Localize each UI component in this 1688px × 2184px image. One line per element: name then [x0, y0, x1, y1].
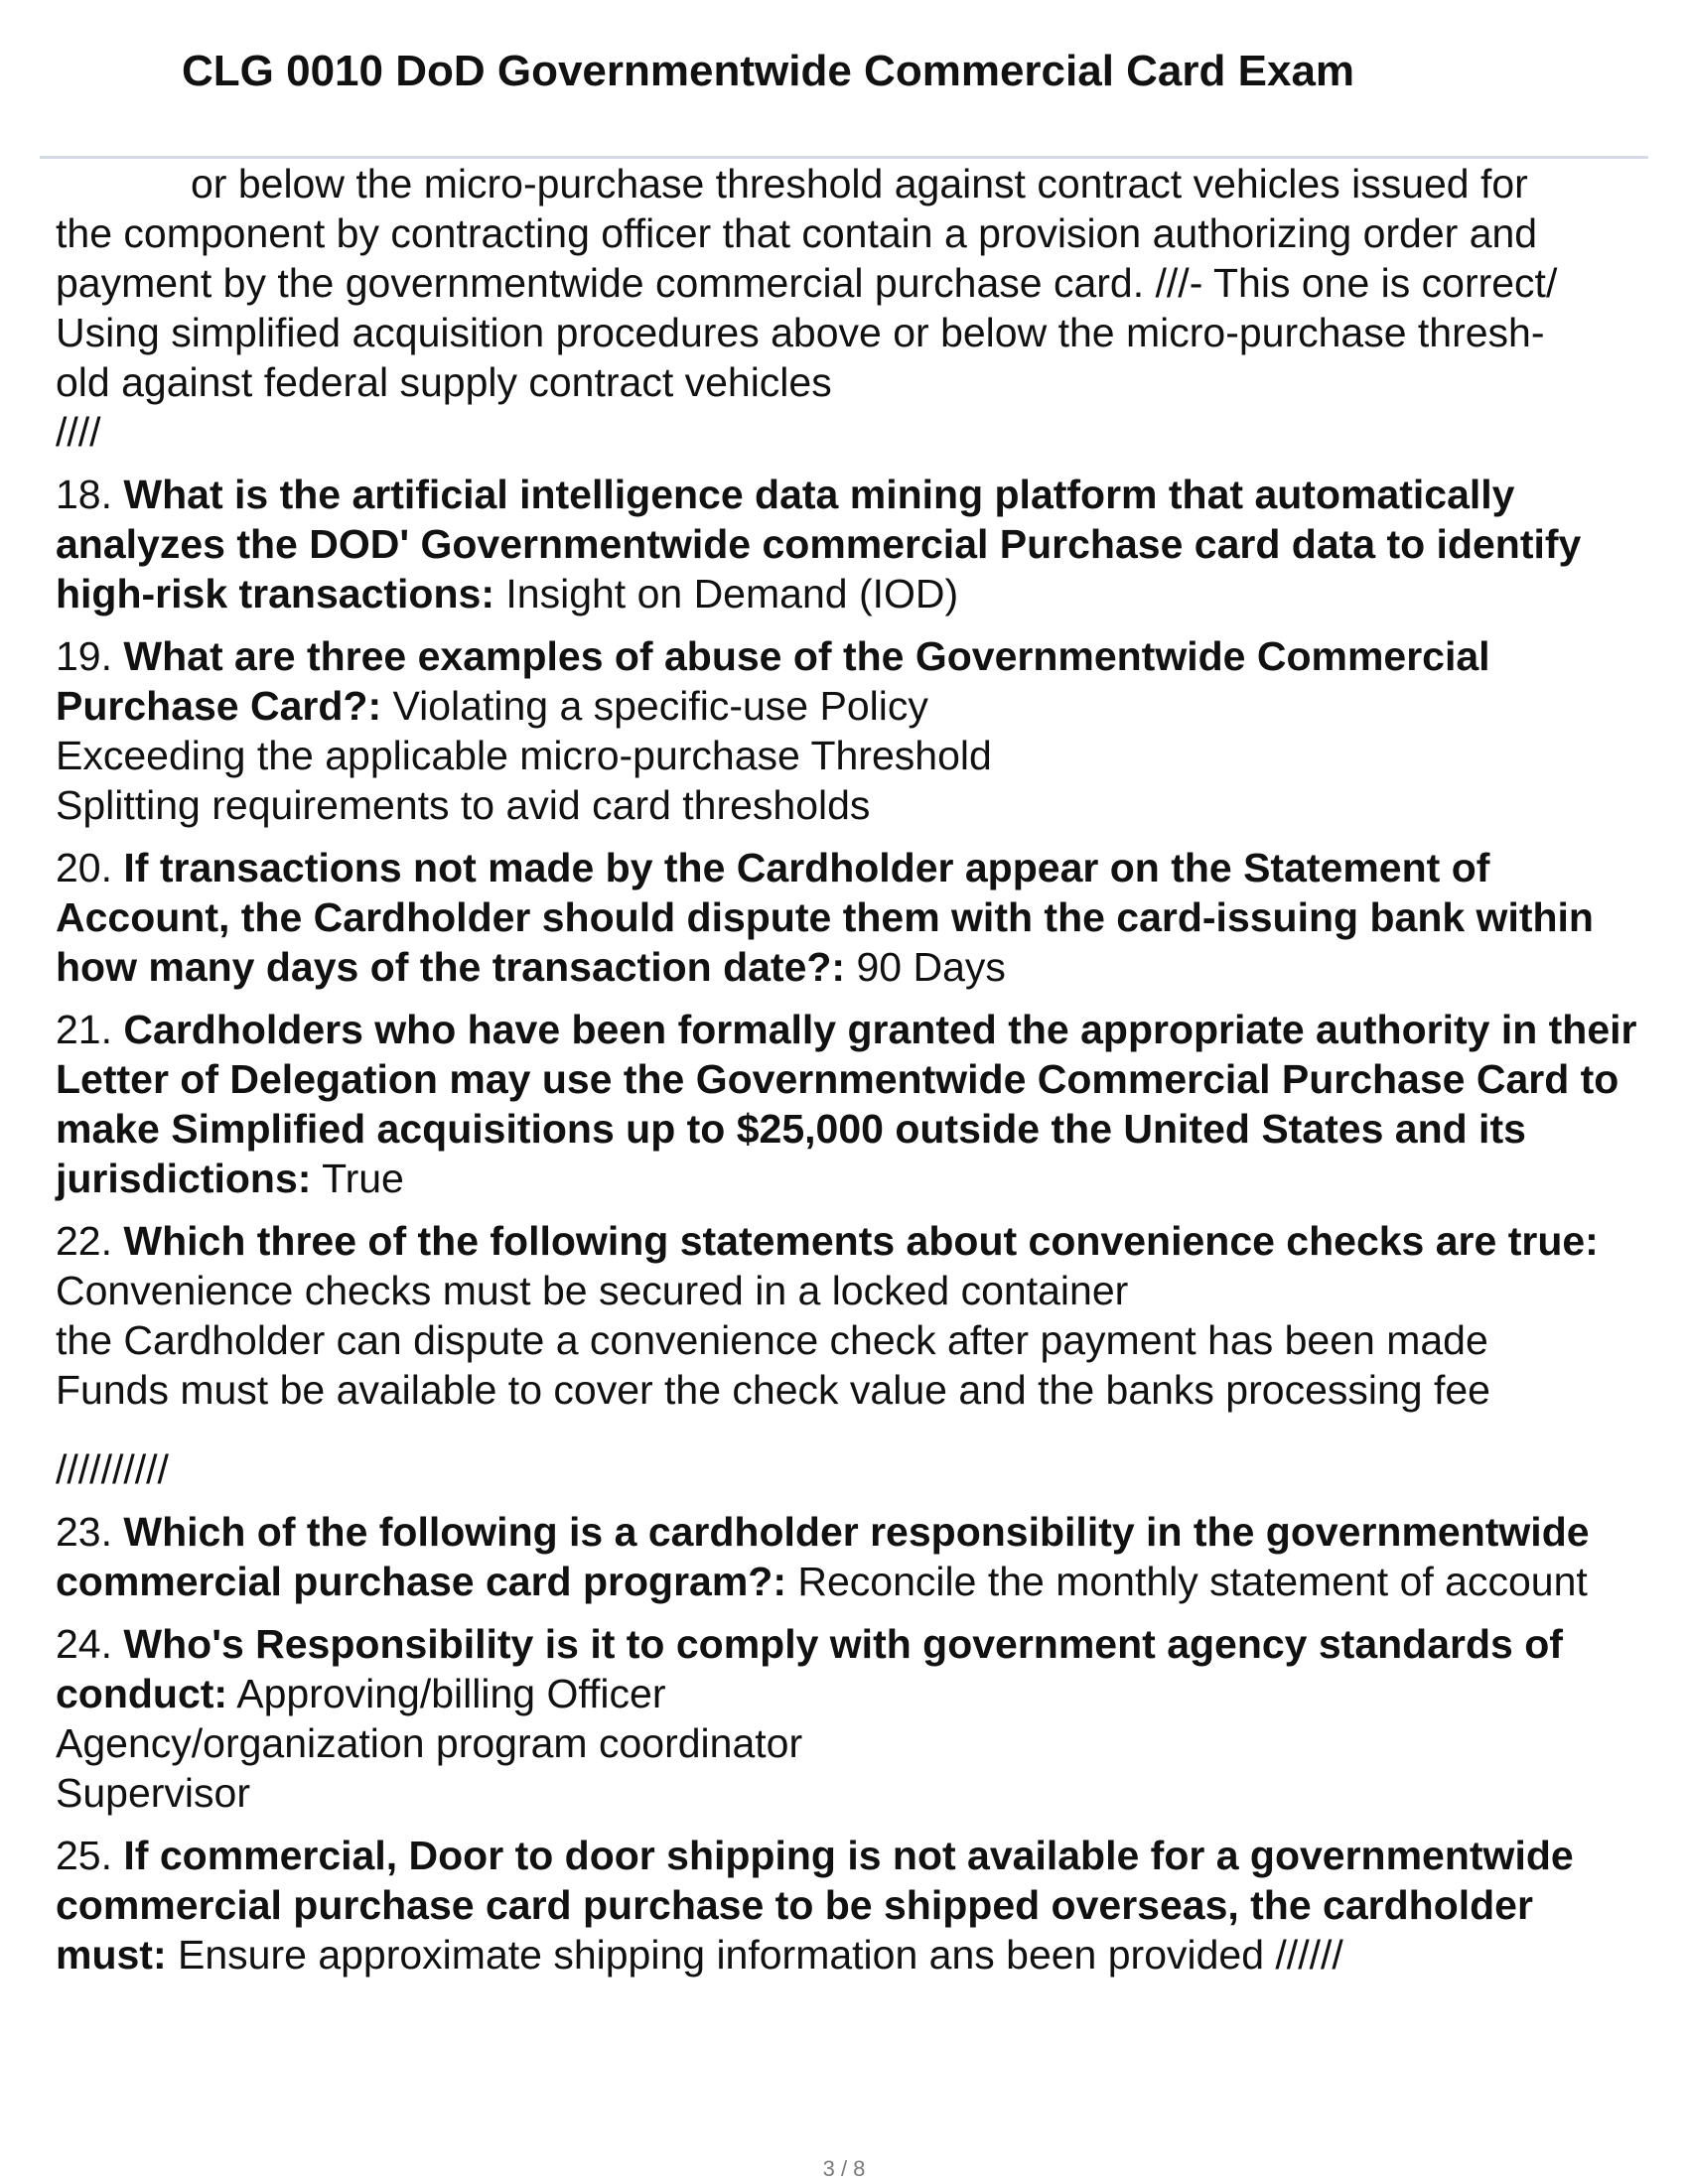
continued-line: old against federal supply contract vehicles	[56, 359, 832, 405]
answer-line: Supervisor	[56, 1770, 250, 1816]
separator: //////////	[56, 1446, 169, 1492]
answer-text: Reconcile the monthly statement of account	[797, 1559, 1588, 1604]
answer-line: Funds must be available to cover the check value and the banks processing fee	[56, 1367, 1490, 1413]
document-body	[56, 159, 1649, 1979]
question-item	[56, 1507, 1649, 1606]
question-number: 18.	[56, 472, 112, 517]
answer-line: Splitting requirements to avid card thresholds	[56, 782, 871, 828]
question-item	[56, 1005, 1649, 1203]
answer-text: Convenience checks must be secured in a locked container	[56, 1268, 1129, 1313]
answer-text: 90 Days	[856, 944, 1006, 990]
continued-line: payment by the governmentwide commercial purchase card. ///- This one is correct/	[56, 260, 1558, 306]
question-number: 25.	[56, 1833, 112, 1878]
question-item	[56, 1831, 1649, 1979]
continued-answer	[56, 159, 1649, 407]
question-item	[56, 470, 1649, 618]
question-item	[56, 1216, 1649, 1415]
question-number: 21.	[56, 1007, 112, 1052]
page-number: 3 / 8	[822, 2156, 866, 2181]
question-text: Who's Responsibility is it to comply with government agency standards of conduct:	[56, 1621, 1563, 1716]
answer-text: Insight on Demand (IOD)	[505, 571, 959, 616]
answer-text: True	[322, 1156, 404, 1201]
question-text: If transactions not made by the Cardholder appear on the Statement of Account, the Cardholder should dispute them with the card-issuing bank within how many days of the transaction date?:	[56, 845, 1594, 990]
question-number: 22.	[56, 1218, 112, 1264]
answer-text: Ensure approximate shipping information ans been provided //////	[178, 1932, 1343, 1978]
question-number: 23.	[56, 1509, 112, 1555]
question-number: 24.	[56, 1621, 112, 1667]
question-text: If commercial, Door to door shipping is not available for a governmentwide commercial purchase card purchase to be shipped overseas, the cardholder must:	[56, 1833, 1574, 1978]
question-text: Which three of the following statements about convenience checks are true:	[123, 1218, 1599, 1264]
separator: ////	[56, 409, 101, 455]
answer-line: the Cardholder can dispute a convenience check after payment has been made	[56, 1317, 1488, 1363]
answer-text: Violating a specific-use Policy	[392, 683, 928, 729]
question-text: What are three examples of abuse of the Governmentwide Commercial Purchase Card?:	[56, 633, 1490, 729]
question-text: Which of the following is a cardholder responsibility in the governmentwide commercial purchase card program?:	[56, 1509, 1590, 1604]
question-item	[56, 843, 1649, 992]
question-item	[56, 631, 1649, 830]
continued-line: or below the micro-purchase threshold against contract vehicles issued for	[191, 161, 1528, 206]
page-title: CLG 0010 DoD Governmentwide Commercial Card Exam	[182, 47, 1355, 95]
question-text: What is the artificial intelligence data mining platform that automatically analyzes the DOD' Governmentwide commercial Purchase card data to identify high-risk transactions:	[56, 472, 1582, 616]
question-number: 20.	[56, 845, 112, 890]
question-number: 19.	[56, 633, 112, 679]
question-text: Cardholders who have been formally granted the appropriate authority in their Letter of Delegation may use the Governmentwide Commercial Purchase Card to make Simplified acquisitions up to $25,000 outside the United States and its jurisdictions:	[56, 1007, 1637, 1201]
continued-line: Using simplified acquisition procedures above or below the micro-purchase thresh-	[56, 310, 1545, 355]
continued-line: the component by contracting officer that contain a provision authorizing order and	[56, 210, 1538, 256]
answer-line: Agency/organization program coordinator	[56, 1720, 803, 1766]
question-item	[56, 1619, 1649, 1818]
answer-text: Approving/billing Officer	[236, 1671, 666, 1716]
answer-line: Exceeding the applicable micro-purchase Threshold	[56, 733, 992, 778]
